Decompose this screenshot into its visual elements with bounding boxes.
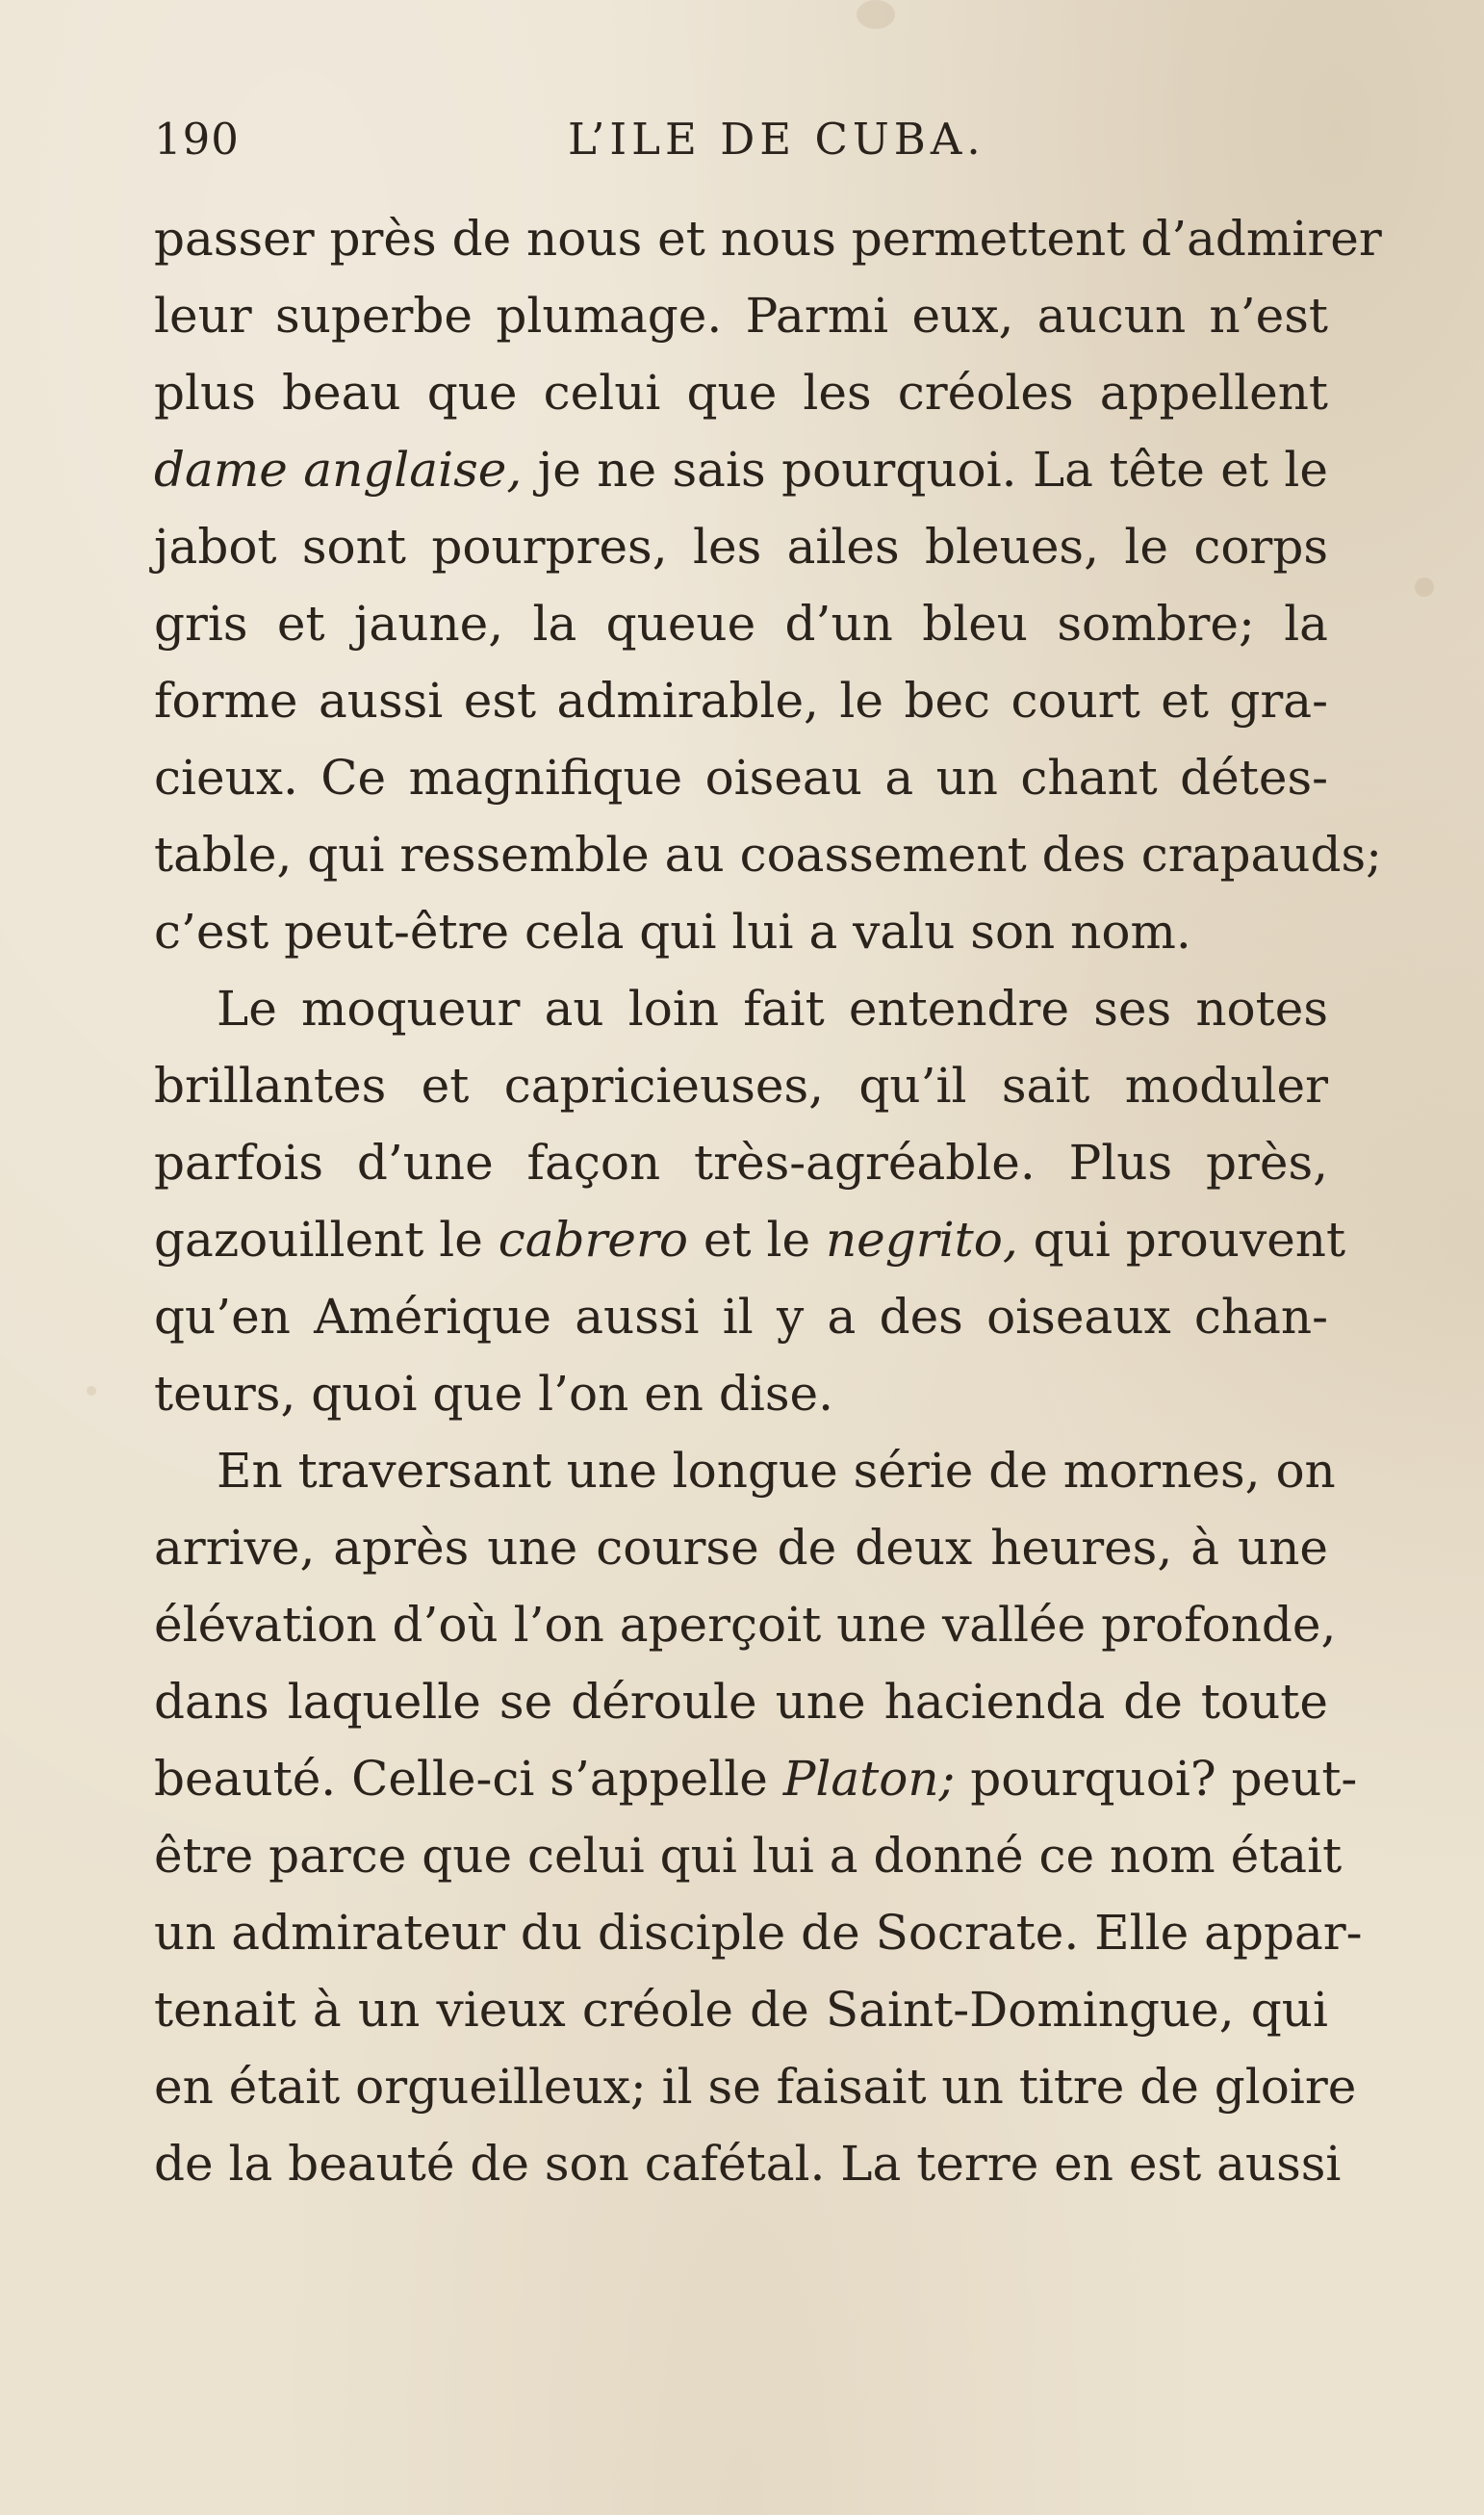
text-line (154, 508, 1328, 585)
text-run: qui prouvent (1017, 1212, 1346, 1268)
text-run: arrive, après une course de deux heures, à une (154, 1520, 1328, 1576)
text-run: parfois d’une façon très-agréable. Plus près, (154, 1135, 1328, 1191)
text-run: forme aussi est admirable, le bec court et gra- (154, 673, 1328, 729)
text-run: être parce que celui qui lui a donné ce nom était (154, 1828, 1343, 1884)
text-line (154, 2048, 1357, 2125)
text-run: cieux. Ce magnifique oiseau a un chant détes- (154, 750, 1328, 806)
italic-run: negrito, (825, 1212, 1018, 1268)
text-run: table, qui ressemble au coassement des crapauds; (154, 827, 1382, 883)
text-line (154, 1355, 1328, 1432)
text-line (154, 1586, 1337, 1663)
text-run: leur superbe plumage. Parmi eux, aucun n’est (154, 288, 1328, 344)
paper-stain (87, 1386, 96, 1396)
text-run: plus beau que celui que les créoles appellent (154, 365, 1328, 421)
text-run: passer près de nous et nous permettent d’admirer (154, 211, 1382, 267)
page-number: 190 (154, 114, 240, 165)
text-line (154, 1201, 1346, 1278)
italic-run: cabrero (498, 1212, 689, 1268)
text-line (154, 1740, 1358, 1817)
text-line (154, 1971, 1328, 2048)
paper-stain (857, 0, 895, 29)
text-line (154, 1278, 1328, 1355)
text-line (154, 1432, 1336, 1509)
text-run: élévation d’où l’on aperçoit une vallée profonde, (154, 1597, 1337, 1653)
text-run: qu’en Amérique aussi il y a des oiseaux chan- (154, 1289, 1328, 1345)
text-line (154, 1509, 1328, 1586)
text-line (154, 662, 1328, 739)
text-run: et le (688, 1212, 826, 1268)
text-run: de la beauté de son cafétal. La terre en est aussi (154, 2136, 1342, 2192)
text-line (154, 970, 1328, 1047)
text-line (154, 200, 1382, 277)
text-line (154, 739, 1328, 816)
text-line (154, 2125, 1342, 2202)
text-run: un admirateur du disciple de Socrate. Elle appar- (154, 1905, 1363, 1961)
text-line (154, 1663, 1328, 1740)
text-run: gazouillent le (154, 1212, 499, 1268)
italic-run: Platon; (782, 1751, 956, 1807)
body-text (154, 200, 1382, 2202)
text-run: teurs, quoi que l’on en dise. (154, 1366, 834, 1422)
page-header (154, 114, 1328, 181)
text-line (154, 1047, 1328, 1124)
paper-stain (1415, 577, 1434, 597)
text-run: pourquoi? peut- (955, 1751, 1358, 1807)
text-line (154, 1894, 1363, 1971)
text-run: tenait à un vieux créole de Saint-Domingue, qui (154, 1982, 1328, 2038)
text-line (154, 354, 1328, 431)
text-run: dans laquelle se déroule une hacienda de toute (154, 1674, 1328, 1730)
text-line (154, 893, 1328, 970)
text-line (154, 1817, 1343, 1894)
text-run: je ne sais pourquoi. La tête et le (522, 442, 1329, 498)
text-run: gris et jaune, la queue d’un bleu sombre; la (154, 596, 1328, 652)
text-line (154, 816, 1382, 893)
running-title: L’ILE DE CUBA. (568, 114, 985, 165)
text-line (154, 431, 1328, 508)
text-run: jabot sont pourpres, les ailes bleues, le corps (154, 519, 1328, 575)
text-line (154, 585, 1328, 662)
text-run: brillantes et capricieuses, qu’il sait moduler (154, 1058, 1328, 1114)
text-line (154, 277, 1328, 354)
text-run: En traversant une longue série de mornes, on (217, 1443, 1336, 1499)
text-run: beauté. Celle-ci s’appelle (154, 1751, 783, 1807)
text-run: Le moqueur au loin fait entendre ses notes (217, 981, 1328, 1037)
text-run: en était orgueilleux; il se faisait un titre de gloire (154, 2059, 1357, 2115)
text-run: c’est peut-être cela qui lui a valu son nom. (154, 904, 1191, 960)
italic-run: dame anglaise, (154, 442, 523, 498)
text-line (154, 1124, 1328, 1201)
